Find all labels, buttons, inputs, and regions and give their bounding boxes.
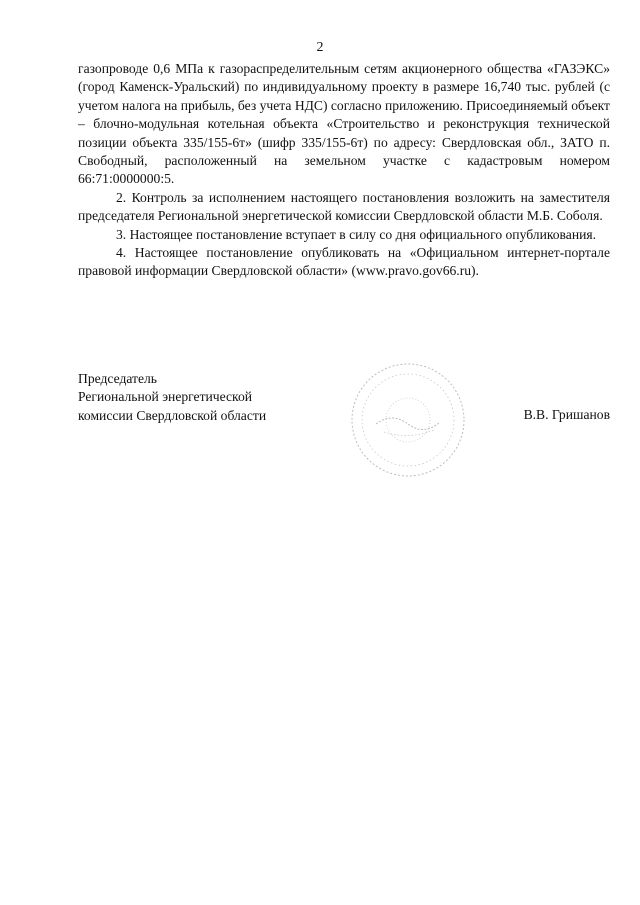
signer-title-line: комиссии Свердловской области — [78, 407, 267, 423]
paragraph-item-3: 3. Настоящее постановление вступает в силу со дня официального опубликования. — [116, 226, 597, 242]
page-number: 2 — [316, 40, 324, 55]
signer-title-line: Председатель — [78, 371, 157, 386]
signature-block — [78, 370, 610, 425]
signer-title-line: Региональной энергетической — [78, 389, 253, 405]
paragraph-item-4: 4. Настоящее постановление опубликовать на «Официальном интернет-портале правовой информации Свердловской области» (www.pravo.gov66.ru). — [78, 245, 610, 279]
paragraph-continuation: газопроводе 0,6 МПа к газораспределительным сетям акционерного общества «ГАЗЭКС» (город Каменск-Уральский) по индивидуальному проекту в размере 16,740 тыс. рублей (с учетом налога на прибыль, без учета НДС) согласно приложению. Присоединяемый объект – блочно-модульная котельная объекта «Строительство и реконструкция технической позиции объекта 335/155-6т» (шифр 335/155-6т) по адресу: Свердловская обл., ЗАТО п. Свободный, расположенный на земельном участке с кадастровым номером 66:71:0000000:5. — [78, 61, 610, 187]
paragraph-item-2: 2. Контроль за исполнением настоящего постановления возложить на заместителя председателя Региональной энергетической комиссии Свердловской области М.Б. Соболя. — [78, 189, 610, 224]
signer-name: В.В. Гришанов — [523, 407, 610, 422]
document-body — [78, 60, 610, 281]
